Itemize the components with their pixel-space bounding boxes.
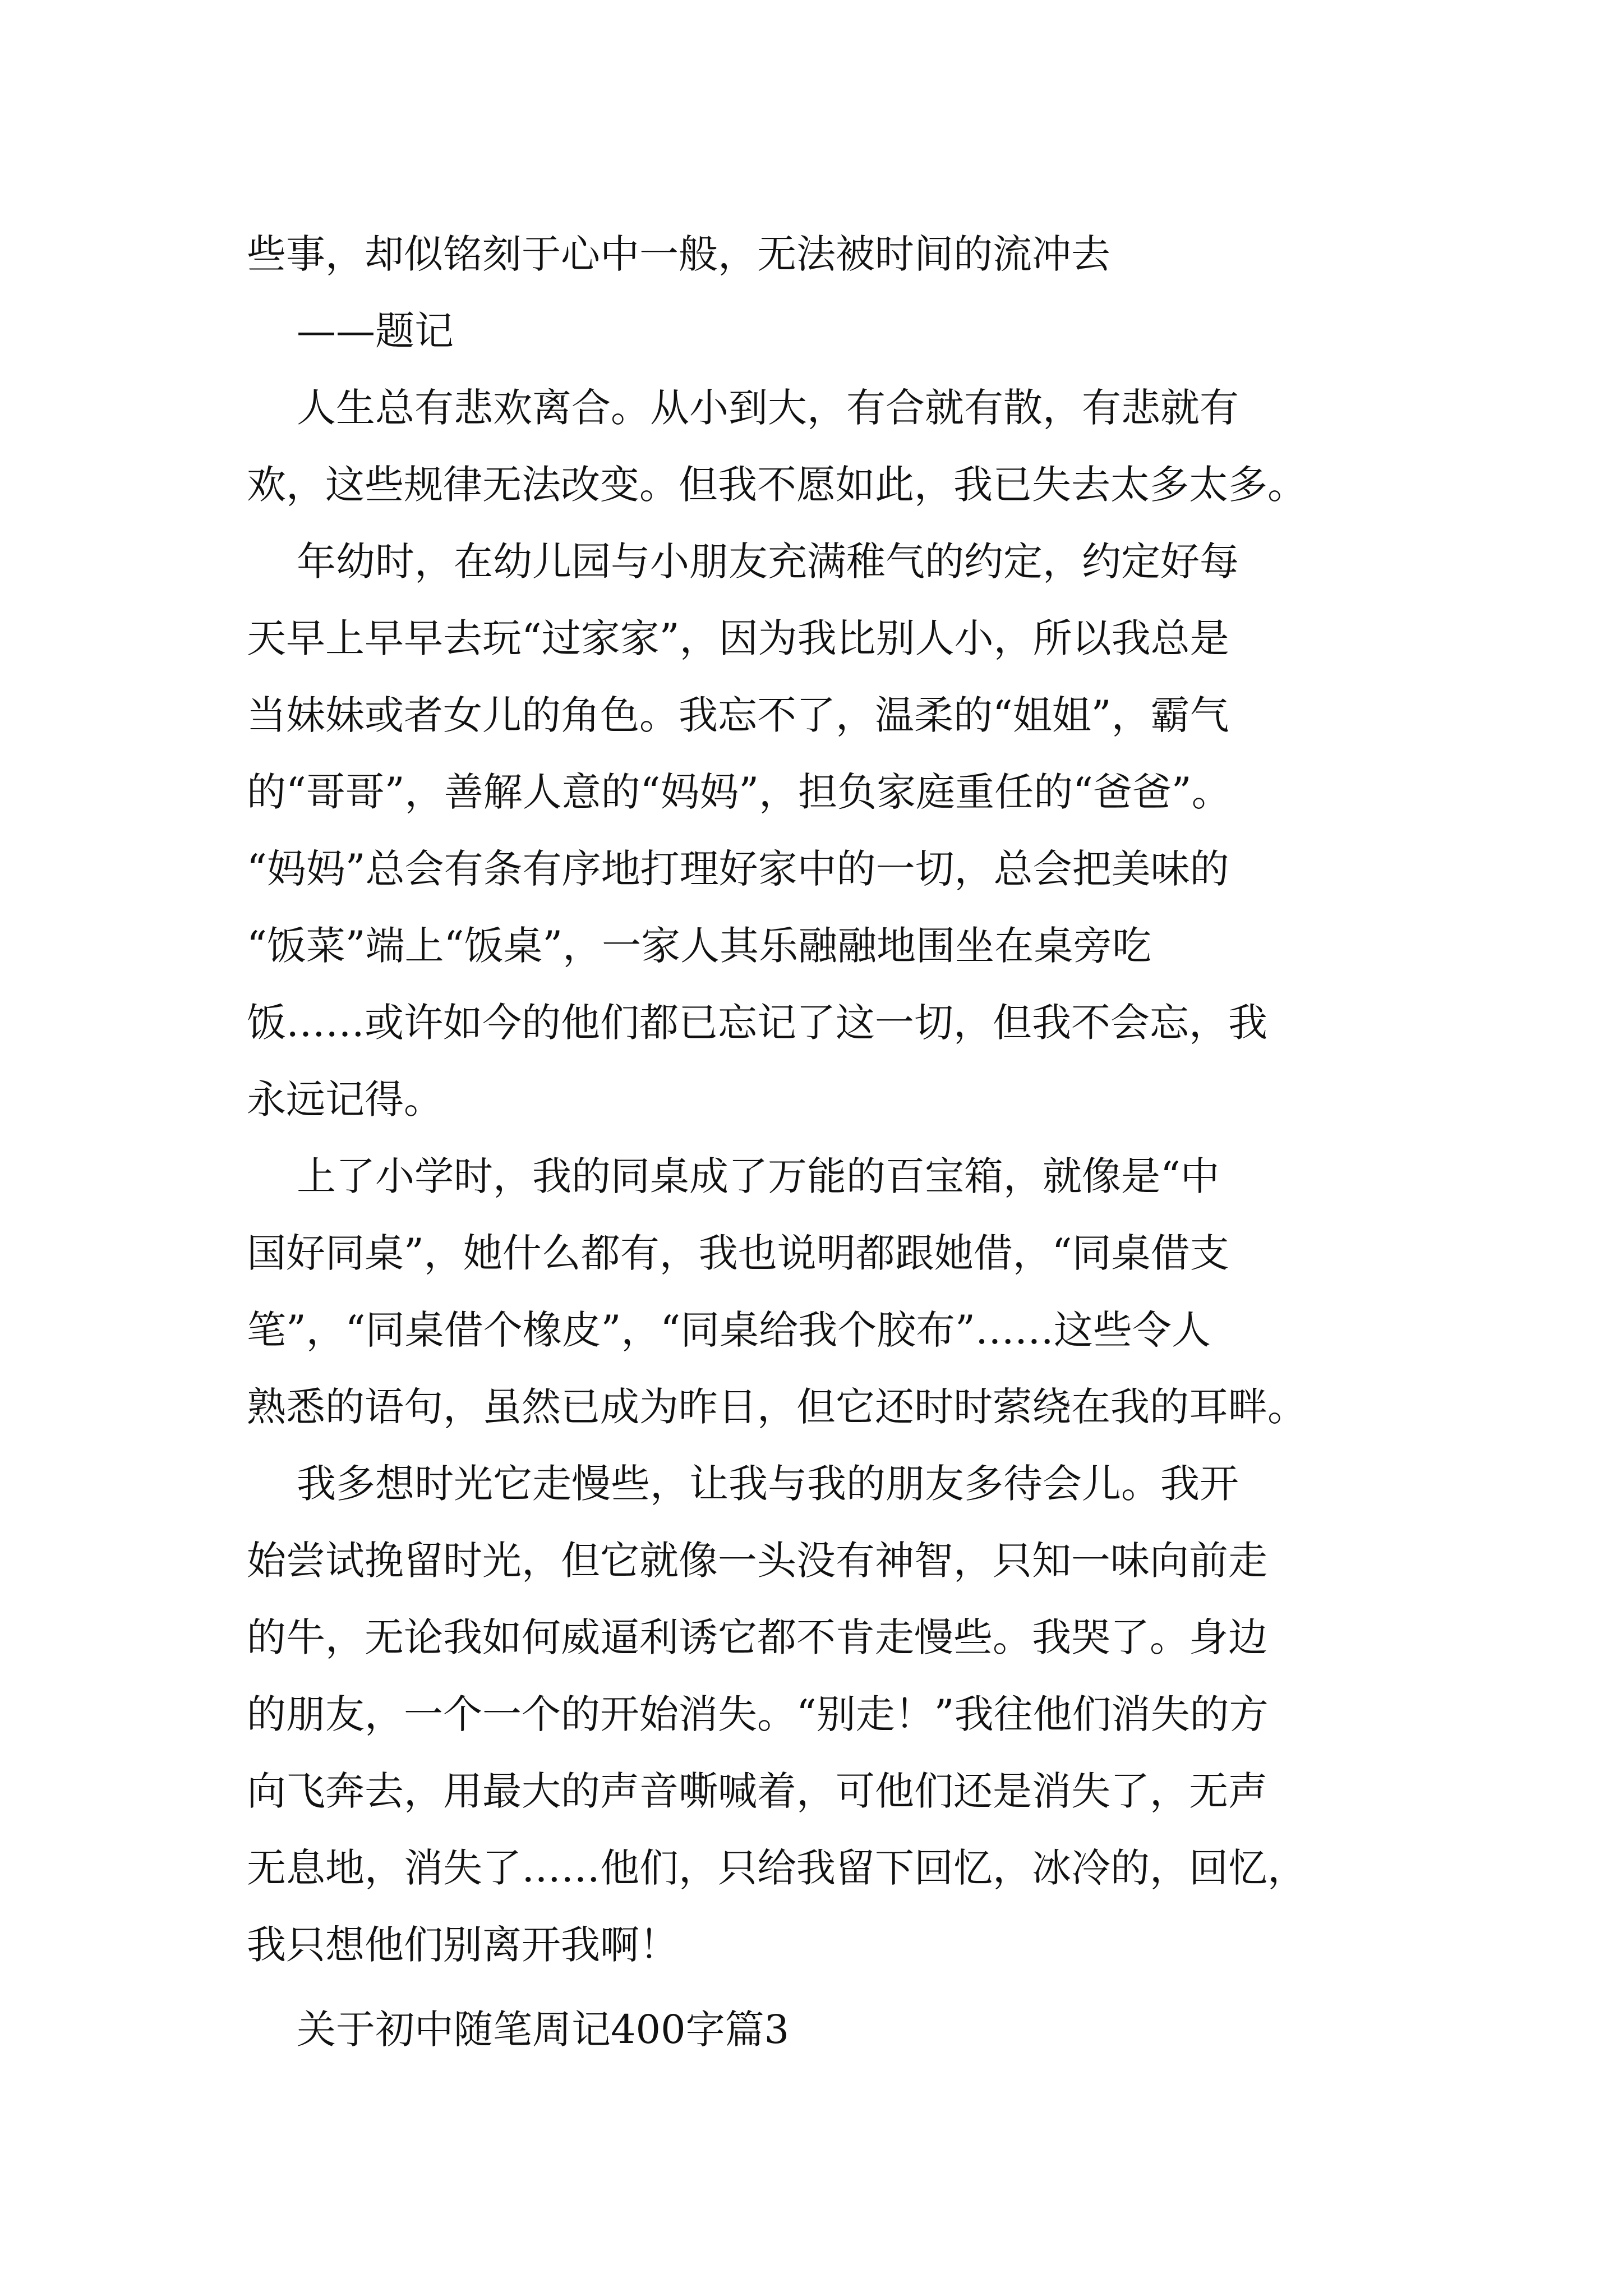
text-line: 饭……或许如今的他们都已忘记了这一切，但我不会忘，我 [247,1000,1267,1046]
section-heading: 关于初中随笔周记400字篇3 [247,2007,790,2053]
spacer [247,1984,1402,1991]
text-line: 我多想时光它走慢些，让我与我的朋友多待会儿。我开 [247,1461,1239,1507]
text-line: 笔”，“同桌借个橡皮”，“同桌给我个胶布”……这些令人 [247,1307,1211,1353]
text-line: 无息地，消失了……他们，只给我留下回忆，冰冷的，回忆， [247,1845,1307,1891]
document-body [247,216,1402,2068]
text-line: 的“哥哥”，善解人意的“妈妈”，担负家庭重任的“爸爸”。 [247,769,1231,815]
text-line: 上了小学时，我的同桌成了万能的百宝箱，就像是“中 [247,1153,1220,1199]
text-line: 人生总有悲欢离合。从小到大，有合就有散，有悲就有 [247,385,1239,431]
text-line: “妈妈”总会有条有序地打理好家中的一切，总会把美味的 [247,846,1229,892]
text-line: 的朋友，一个一个的开始消失。“别走！”我往他们消失的方 [247,1691,1269,1737]
text-line: 天早上早早去玩“过家家”，因为我比别人小，所以我总是 [247,615,1229,661]
text-line: 向飞奔去，用最大的声音嘶喊着，可他们还是消失了，无声 [247,1768,1267,1814]
text-line: 始尝试挽留时光，但它就像一头没有神智，只知一味向前走 [247,1538,1267,1584]
text-line: 熟悉的语句，虽然已成为昨日，但它还时时萦绕在我的耳畔。 [247,1384,1307,1430]
text-line: 我只想他们别离开我啊！ [247,1922,679,1968]
text-line: “饭菜”端上“饭桌”，一家人其乐融融地围坐在桌旁吃 [247,923,1152,969]
text-line: 永远记得。 [247,1076,443,1122]
text-line: 当妹妹或者女儿的角色。我忘不了，温柔的“姐姐”，霸气 [247,692,1229,738]
epigraph-attribution: ——题记 [247,308,454,354]
text-line: 年幼时，在幼儿园与小朋友充满稚气的约定，约定好每 [247,539,1239,585]
text-line: 些事，却似铭刻于心中一般，无法被时间的流冲去 [247,231,1110,277]
text-line: 的牛，无论我如何威逼利诱它都不肯走慢些。我哭了。身边 [247,1614,1267,1660]
text-line: 欢，这些规律无法改变。但我不愿如此，我已失去太多太多。 [247,462,1307,508]
text-line: 国好同桌”，她什么都有，我也说明都跟她借，“同桌借支 [247,1230,1229,1276]
